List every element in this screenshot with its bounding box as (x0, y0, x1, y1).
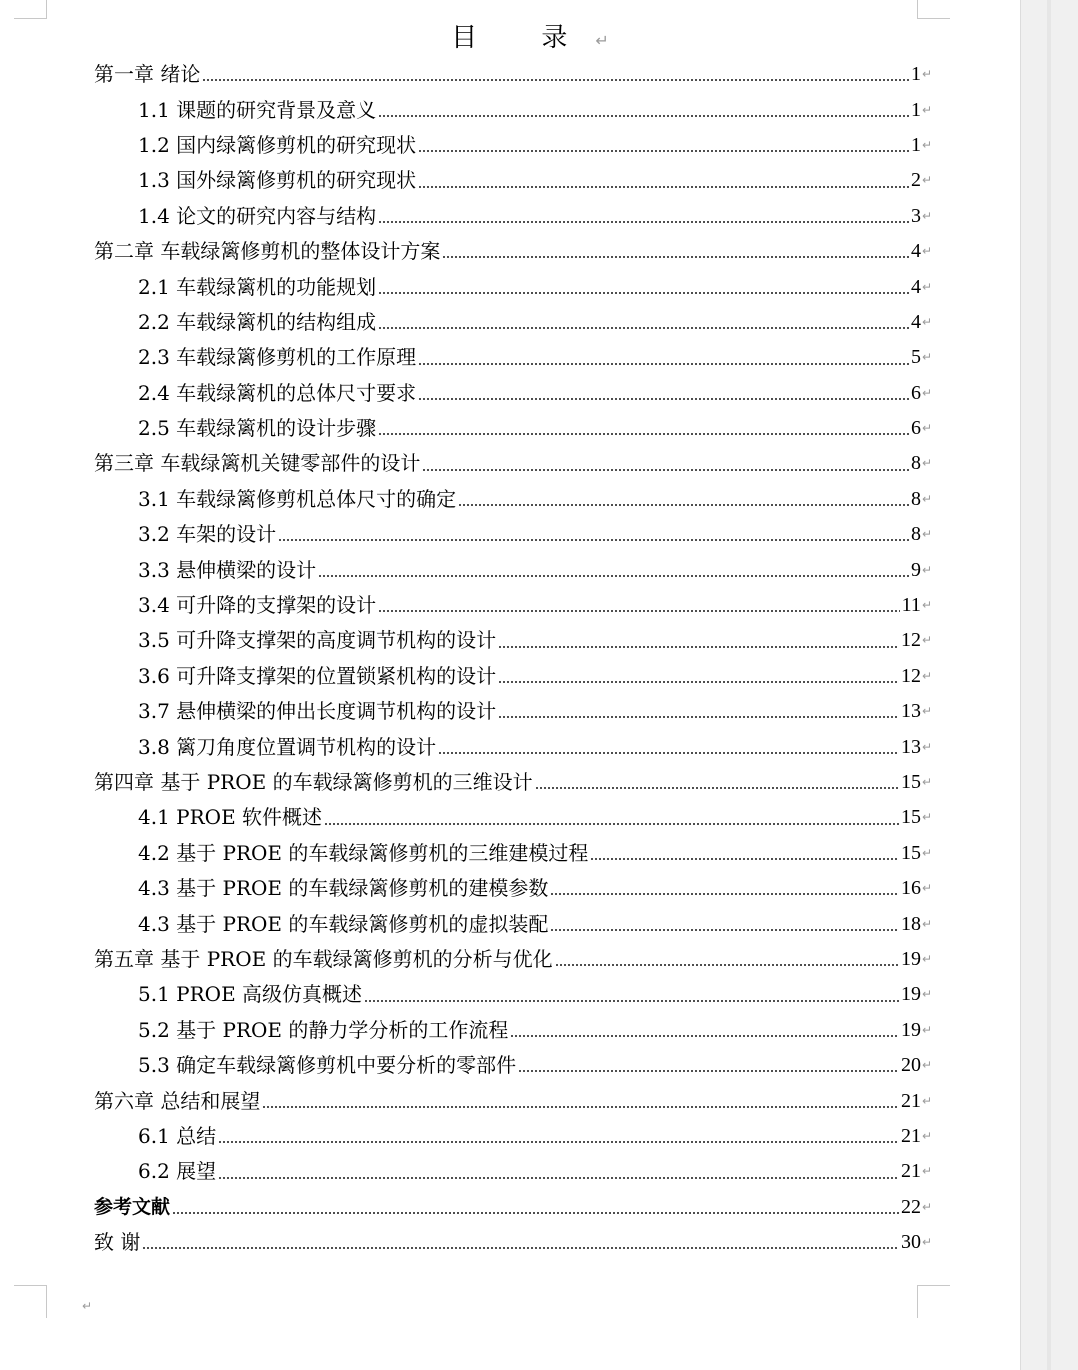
toc-dot-leader (324, 823, 899, 825)
toc-dot-leader (218, 1141, 899, 1143)
toc-page-number: 15 (900, 771, 921, 793)
toc-dot-leader (378, 115, 909, 117)
toc-entry[interactable] (94, 128, 932, 163)
toc-page-number: 13 (900, 700, 921, 723)
toc-dot-leader (550, 929, 899, 931)
toc-entry-title: 第一章 绪论 (94, 62, 201, 87)
paragraph-mark-icon: ↵ (921, 1235, 932, 1250)
toc-page-number: 15 (900, 806, 921, 829)
crop-mark-top-left (14, 0, 47, 19)
toc-entry-title: 3.8 篱刀角度位置调节机构的设计 (138, 734, 437, 759)
toc-dot-leader (510, 1035, 899, 1037)
toc-dot-leader (318, 575, 909, 577)
toc-entry[interactable] (94, 411, 932, 446)
scrollbar-track[interactable] (1047, 0, 1051, 1370)
toc-dot-leader (418, 186, 909, 188)
paragraph-mark-icon: ↵ (921, 951, 932, 966)
paragraph-mark-icon: ↵ (921, 775, 932, 789)
toc-entry[interactable] (94, 800, 932, 835)
toc-dot-leader (458, 504, 909, 506)
toc-entry-title: 2.1 车载绿篱机的功能规划 (138, 274, 377, 299)
toc-entry[interactable] (94, 906, 932, 941)
toc-page-number: 18 (900, 912, 921, 935)
paragraph-mark-icon: ↵ (921, 810, 932, 825)
toc-dot-leader (378, 610, 900, 612)
toc-heading (0, 20, 1020, 59)
crop-mark-top-right (917, 0, 950, 19)
toc-entry[interactable] (94, 234, 932, 269)
crop-mark-bottom-right (917, 1285, 950, 1318)
paragraph-mark-icon: ↵ (921, 350, 932, 365)
paragraph-mark-icon: ↵ (921, 562, 932, 577)
toc-page-number: 12 (900, 664, 921, 687)
toc-entry[interactable] (94, 942, 932, 977)
toc-entry-title: 1.1 课题的研究背景及意义 (138, 97, 377, 122)
toc-page-number: 12 (900, 629, 921, 652)
toc-entry[interactable] (94, 482, 932, 517)
paragraph-mark-icon: ↵ (921, 1058, 932, 1073)
toc-dot-leader (422, 469, 909, 471)
toc-entry-title: 3.5 可升降支撑架的高度调节机构的设计 (138, 628, 497, 653)
toc-entry[interactable] (94, 871, 932, 906)
toc-entry[interactable] (94, 1013, 932, 1048)
toc-page-number: 8 (910, 487, 921, 510)
toc-entry-title: 6.1 总结 (138, 1123, 217, 1148)
toc-dot-leader (378, 221, 909, 223)
paragraph-mark-icon: ↵ (921, 208, 932, 223)
toc-entry[interactable] (94, 199, 932, 234)
toc-dot-leader (262, 1106, 899, 1108)
toc-entry-title: 4.2 基于 PROE 的车载绿篱修剪机的三维建模过程 (138, 840, 589, 865)
paragraph-mark-icon: ↵ (921, 881, 932, 896)
toc-page-number: 5 (910, 346, 921, 369)
toc-page-number: 2 (910, 169, 921, 192)
toc-entry[interactable] (94, 1119, 932, 1154)
toc-page-number: 19 (900, 947, 921, 970)
toc-page-number: 4 (910, 240, 921, 263)
toc-dot-leader (172, 1212, 899, 1214)
toc-page-number: 6 (910, 417, 921, 440)
toc-page-number: 3 (910, 204, 921, 227)
toc-entry-title: 5.2 基于 PROE 的静力学分析的工作流程 (138, 1017, 509, 1042)
toc-entry-title: 第二章 车载绿篱修剪机的整体设计方案 (94, 239, 441, 264)
toc-entry[interactable] (94, 269, 932, 304)
toc-dot-leader (418, 363, 909, 365)
toc-dot-leader (442, 256, 909, 258)
toc-entry-title: 2.3 车载绿篱修剪机的工作原理 (138, 345, 417, 370)
paragraph-mark-icon: ↵ (921, 67, 932, 82)
toc-entry-title: 3.4 可升降的支撑架的设计 (138, 593, 377, 618)
toc-entry[interactable] (94, 552, 932, 587)
paragraph-mark-icon: ↵ (921, 668, 932, 683)
table-of-contents (94, 57, 932, 1260)
paragraph-mark-icon: ↵ (921, 421, 932, 436)
toc-entry-title: 致 谢 (94, 1230, 141, 1255)
toc-entry[interactable] (94, 836, 932, 871)
paragraph-mark-icon: ↵ (921, 1093, 932, 1108)
toc-page-number: 15 (900, 841, 921, 864)
toc-entry-title: 4.3 基于 PROE 的车载绿篱修剪机的虚拟装配 (138, 911, 549, 936)
toc-entry[interactable] (94, 694, 932, 729)
toc-entry[interactable] (94, 340, 932, 375)
toc-entry[interactable] (94, 517, 932, 552)
toc-entry-title: 第五章 基于 PROE 的车载绿篱修剪机的分析与优化 (94, 946, 553, 971)
toc-page-number: 1 (910, 98, 921, 121)
toc-entry-title: 2.2 车载绿篱机的结构组成 (138, 309, 377, 334)
crop-mark-bottom-left (14, 1285, 47, 1318)
toc-entry[interactable] (94, 57, 932, 92)
toc-entry-title: 5.1 PROE 高级仿真概述 (138, 982, 363, 1007)
toc-dot-leader (378, 292, 909, 294)
toc-page-number: 4 (910, 275, 921, 298)
toc-page-number: 4 (910, 310, 921, 333)
toc-entry-title: 2.4 车载绿篱机的总体尺寸要求 (138, 380, 417, 405)
toc-entry[interactable] (94, 1083, 932, 1118)
toc-page-number: 21 (900, 1160, 921, 1183)
toc-entry-title: 第四章 基于 PROE 的车载绿篱修剪机的三维设计 (94, 770, 533, 794)
toc-entry-title: 第六章 总结和展望 (94, 1088, 261, 1113)
paragraph-mark-icon: ↵ (921, 279, 932, 294)
toc-dot-leader (498, 646, 899, 648)
toc-entry-title: 1.4 论文的研究内容与结构 (138, 203, 377, 228)
paragraph-mark-icon: ↵ (921, 491, 932, 506)
toc-dot-leader (518, 1070, 899, 1072)
toc-entry-title: 4.3 基于 PROE 的车载绿篱修剪机的建模参数 (138, 876, 549, 901)
toc-entry-title: 3.1 车载绿篱修剪机总体尺寸的确定 (138, 486, 457, 511)
paragraph-mark-icon: ↵ (921, 456, 932, 471)
toc-entry[interactable] (94, 1154, 932, 1189)
toc-entry[interactable] (94, 163, 932, 198)
toc-entry[interactable] (94, 977, 932, 1012)
toc-heading-text: 目 录 (451, 23, 596, 53)
paragraph-mark-icon: ↵ (921, 527, 932, 542)
paragraph-mark-icon: ↵ (921, 704, 932, 719)
toc-page-number: 21 (900, 1124, 921, 1147)
toc-entry-title: 3.7 悬伸横梁的伸出长度调节机构的设计 (138, 699, 497, 724)
toc-page-number: 19 (900, 1018, 921, 1041)
paragraph-mark-icon: ↵ (921, 1199, 932, 1214)
toc-page-number: 11 (901, 594, 921, 617)
toc-dot-leader (378, 327, 909, 329)
paragraph-mark-icon: ↵ (921, 1128, 932, 1143)
toc-entry-title: 第三章 车载绿篱机关键零部件的设计 (94, 451, 421, 476)
toc-entry[interactable] (94, 305, 932, 340)
paragraph-mark-icon: ↵ (921, 137, 932, 152)
toc-entry-title: 3.6 可升降支撑架的位置锁紧机构的设计 (138, 663, 497, 688)
toc-page-number: 13 (900, 735, 921, 758)
paragraph-mark-icon: ↵ (595, 31, 609, 50)
paragraph-mark-icon: ↵ (921, 987, 932, 1002)
toc-page-number: 16 (900, 877, 921, 900)
toc-entry[interactable] (94, 623, 932, 658)
toc-entry-title: 3.3 悬伸横梁的设计 (138, 557, 317, 582)
toc-page-number: 1 (910, 63, 921, 86)
paragraph-mark-icon: ↵ (921, 633, 932, 648)
toc-dot-leader (498, 716, 899, 718)
toc-page-number: 21 (900, 1089, 921, 1112)
toc-dot-leader (550, 893, 899, 895)
toc-dot-leader (498, 681, 899, 683)
toc-dot-leader (364, 1000, 899, 1002)
toc-page-number: 1 (910, 133, 921, 156)
paragraph-mark-icon: ↵ (921, 845, 932, 860)
paragraph-mark-icon: ↵ (921, 739, 932, 754)
scroll-rail[interactable] (1020, 0, 1078, 1370)
toc-entry[interactable] (94, 446, 932, 481)
toc-entry-title: 4.1 PROE 软件概述 (138, 805, 323, 830)
paragraph-mark-icon: ↵ (921, 598, 932, 613)
toc-entry[interactable] (94, 765, 932, 800)
toc-entry[interactable] (94, 1048, 932, 1083)
paragraph-mark-icon: ↵ (921, 314, 932, 329)
toc-page-number: 30 (900, 1231, 921, 1254)
toc-page-number: 8 (910, 523, 921, 546)
toc-page-number: 22 (900, 1195, 921, 1218)
paragraph-mark-icon: ↵ (82, 1299, 93, 1313)
paragraph-mark-icon: ↵ (921, 102, 932, 117)
toc-page-number: 6 (910, 381, 921, 404)
toc-entry-title: 1.2 国内绿篱修剪机的研究现状 (138, 132, 417, 157)
toc-entry-title: 5.3 确定车载绿篱修剪机中要分析的零部件 (138, 1053, 517, 1078)
toc-entry-title: 2.5 车载绿篱机的设计步骤 (138, 416, 377, 441)
toc-entry[interactable] (94, 376, 932, 411)
paragraph-mark-icon: ↵ (921, 1022, 932, 1037)
toc-dot-leader (418, 398, 909, 400)
paragraph-mark-icon: ↵ (921, 385, 932, 400)
toc-dot-leader (535, 787, 899, 789)
toc-page-number: 20 (900, 1054, 921, 1077)
toc-entry[interactable] (94, 1225, 932, 1260)
paragraph-mark-icon: ↵ (921, 173, 932, 188)
toc-dot-leader (202, 79, 909, 81)
toc-entry-title: 参考文献 (94, 1195, 171, 1218)
toc-entry[interactable] (94, 588, 932, 623)
toc-page-number: 8 (910, 452, 921, 475)
toc-dot-leader (142, 1247, 899, 1249)
toc-page-number: 9 (910, 558, 921, 581)
toc-dot-leader (278, 539, 909, 541)
paragraph-mark-icon: ↵ (921, 244, 932, 259)
toc-entry-title: 6.2 展望 (138, 1159, 217, 1184)
toc-entry[interactable] (94, 1190, 932, 1225)
toc-page-number: 19 (900, 983, 921, 1006)
toc-entry[interactable] (94, 729, 932, 764)
paragraph-mark-icon: ↵ (921, 1164, 932, 1179)
toc-dot-leader (555, 964, 899, 966)
toc-dot-leader (418, 150, 909, 152)
toc-dot-leader (218, 1177, 899, 1179)
toc-dot-leader (378, 433, 909, 435)
toc-entry-title: 3.2 车架的设计 (138, 522, 277, 547)
toc-entry[interactable] (94, 92, 932, 127)
paragraph-mark-icon: ↵ (921, 916, 932, 931)
toc-entry[interactable] (94, 659, 932, 694)
toc-dot-leader (438, 752, 899, 754)
toc-entry-title: 1.3 国外绿篱修剪机的研究现状 (138, 168, 417, 193)
toc-dot-leader (590, 858, 899, 860)
